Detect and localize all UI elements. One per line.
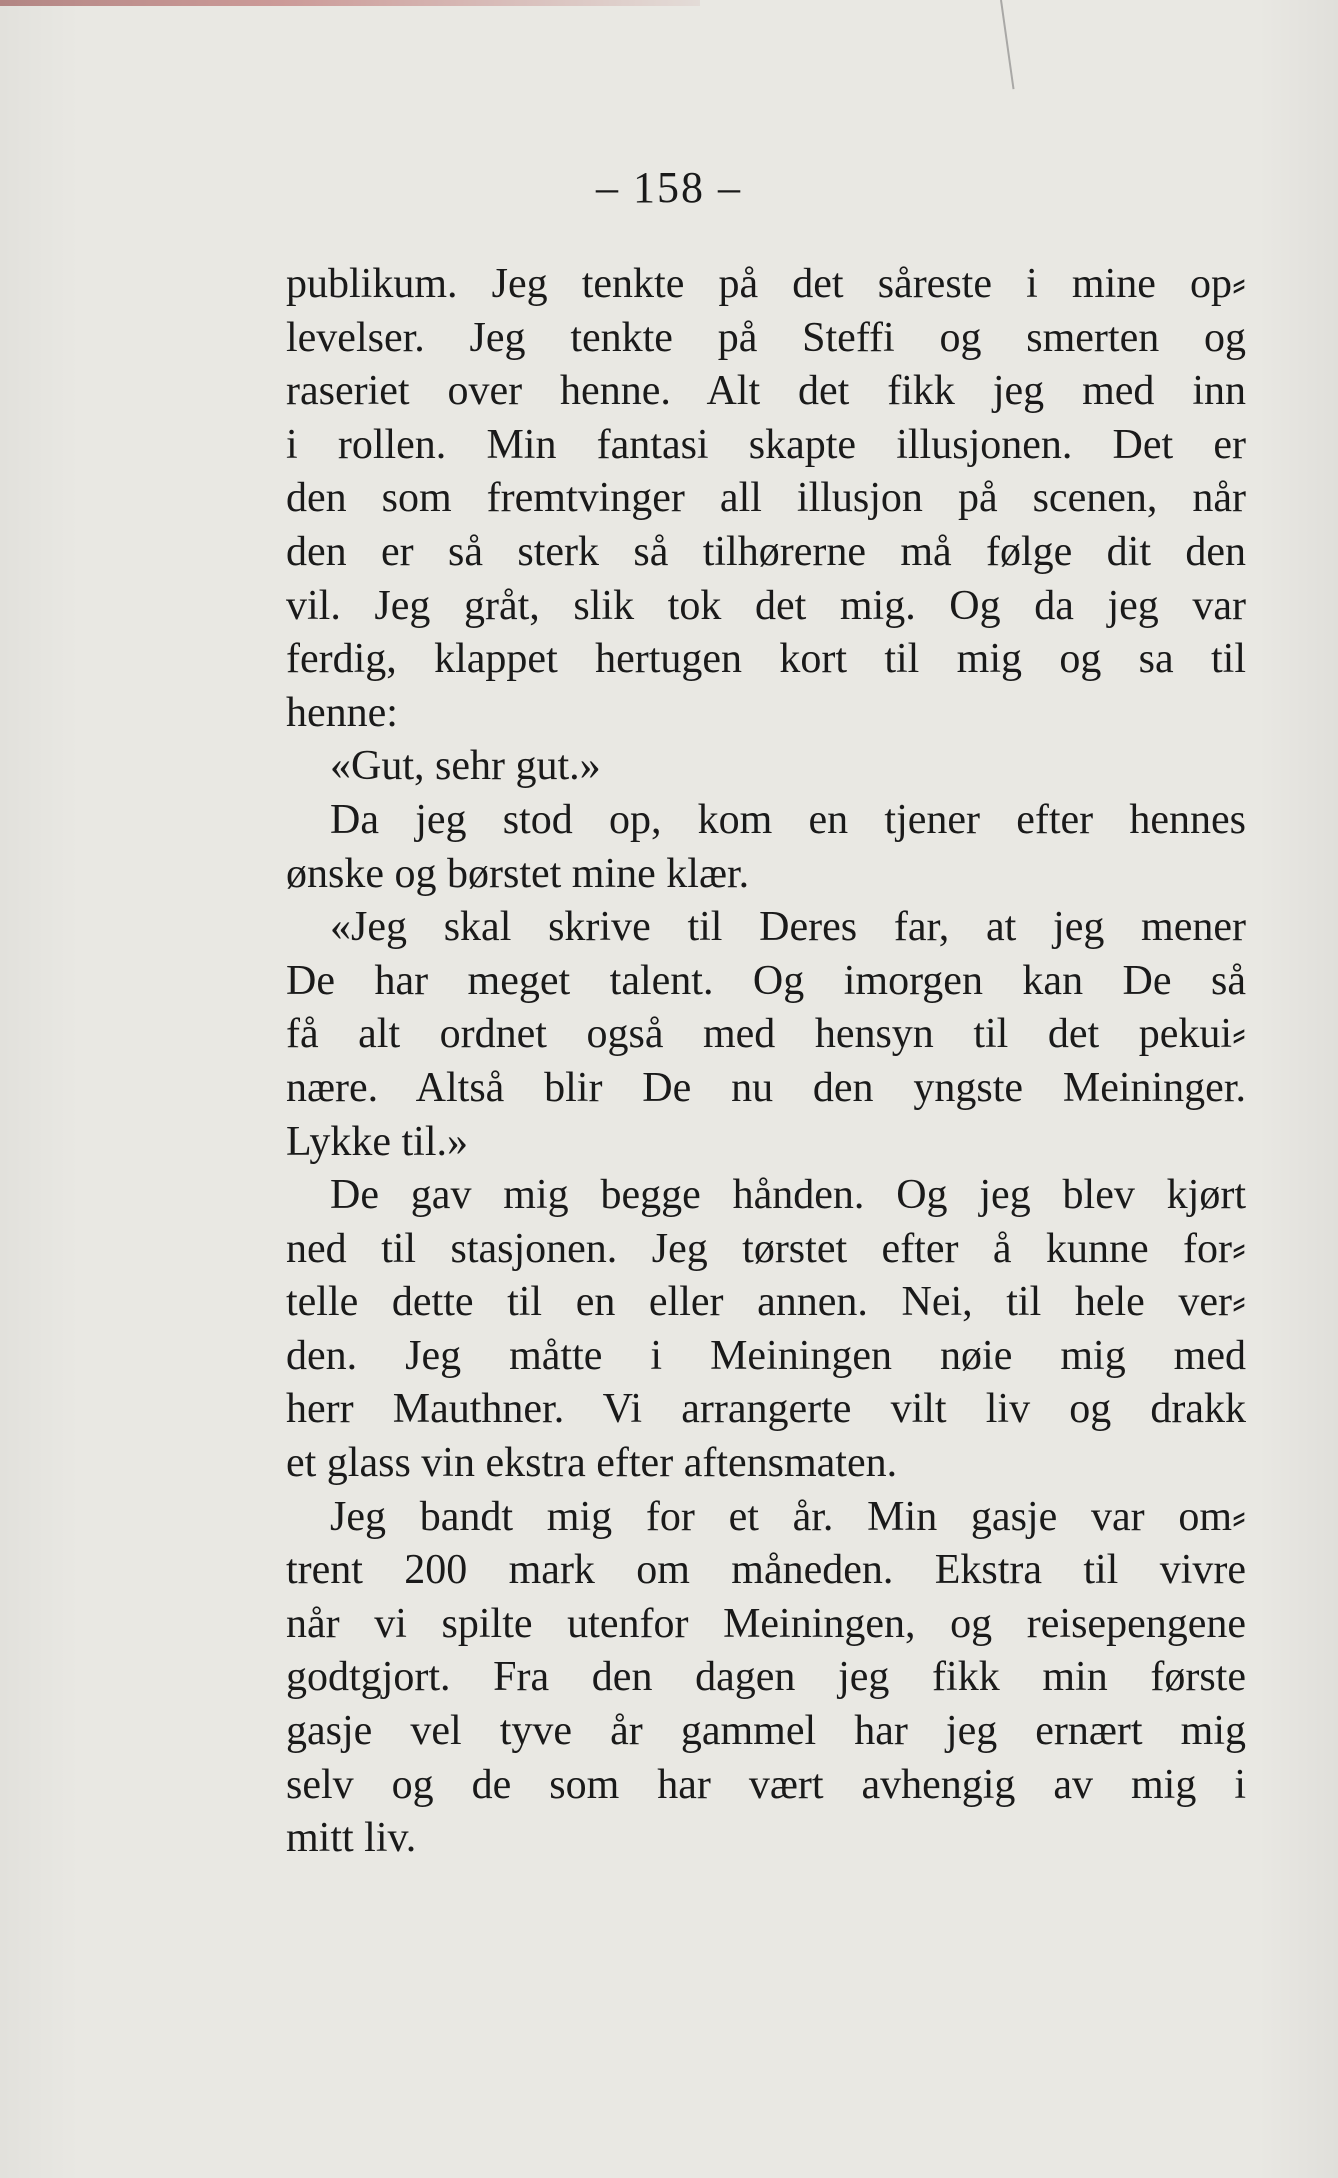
text-line: et glass vin ekstra efter aftensmaten. xyxy=(286,1440,898,1487)
text-line: i rollen. Min fantasi skapte illusjonen. Det er xyxy=(286,421,1246,468)
text-line: ferdig, klappet hertugen kort til mig og sa til xyxy=(286,636,1246,683)
text-line: «Jeg skal skrive til Deres far, at jeg mener xyxy=(330,904,1246,951)
text-line: «Gut, sehr gut.» xyxy=(330,743,601,790)
text-line: nære. Altså blir De nu den yngste Meininger. xyxy=(286,1064,1246,1111)
text-line: den er så sterk så tilhørerne må følge dit den xyxy=(286,528,1246,575)
text-line: ned til stasjonen. Jeg tørstet efter å kunne for⸗ xyxy=(286,1225,1246,1272)
text-line: Jeg bandt mig for et år. Min gasje var om⸗ xyxy=(330,1493,1246,1540)
page-top-edge xyxy=(0,0,700,6)
text-line: godtgjort. Fra den dagen jeg fikk min første xyxy=(286,1654,1246,1701)
text-line: De har meget talent. Og imorgen kan De så xyxy=(286,957,1246,1004)
text-line: Lykke til.» xyxy=(286,1118,468,1165)
text-line: De gav mig begge hånden. Og jeg blev kjørt xyxy=(330,1172,1246,1219)
text-line: den som fremtvinger all illusjon på scenen, når xyxy=(286,475,1246,522)
page-number: – 158 – xyxy=(596,163,742,212)
body-text xyxy=(286,258,1246,1866)
text-line: raseriet over henne. Alt det fikk jeg med inn xyxy=(286,368,1246,415)
text-line: herr Mauthner. Vi arrangerte vilt liv og drakk xyxy=(286,1386,1246,1433)
text-line: trent 200 mark om måneden. Ekstra til vivre xyxy=(286,1547,1246,1594)
text-line: henne: xyxy=(286,689,398,736)
text-line: gasje vel tyve år gammel har jeg ernært mig xyxy=(286,1708,1246,1755)
text-line: levelser. Jeg tenkte på Steffi og smerten og xyxy=(286,314,1246,361)
text-line: få alt ordnet også med hensyn til det pekui⸗ xyxy=(286,1011,1246,1058)
text-line: selv og de som har vært avhengig av mig i xyxy=(286,1761,1246,1808)
text-line: publikum. Jeg tenkte på det såreste i mine op⸗ xyxy=(286,261,1246,307)
text-line: telle dette til en eller annen. Nei, til hele ver⸗ xyxy=(286,1279,1246,1326)
text-line: Da jeg stod op, kom en tjener efter hennes xyxy=(330,796,1246,843)
text-line: vil. Jeg gråt, slik tok det mig. Og da jeg var xyxy=(286,582,1246,629)
text-line: ønske og børstet mine klær. xyxy=(286,850,750,897)
text-line: når vi spilte utenfor Meiningen, og reisepengene xyxy=(286,1600,1246,1647)
page-crease-mark xyxy=(1000,0,1015,89)
text-line: mitt liv. xyxy=(286,1815,417,1862)
text-line: den. Jeg måtte i Meiningen nøie mig med xyxy=(286,1332,1246,1379)
